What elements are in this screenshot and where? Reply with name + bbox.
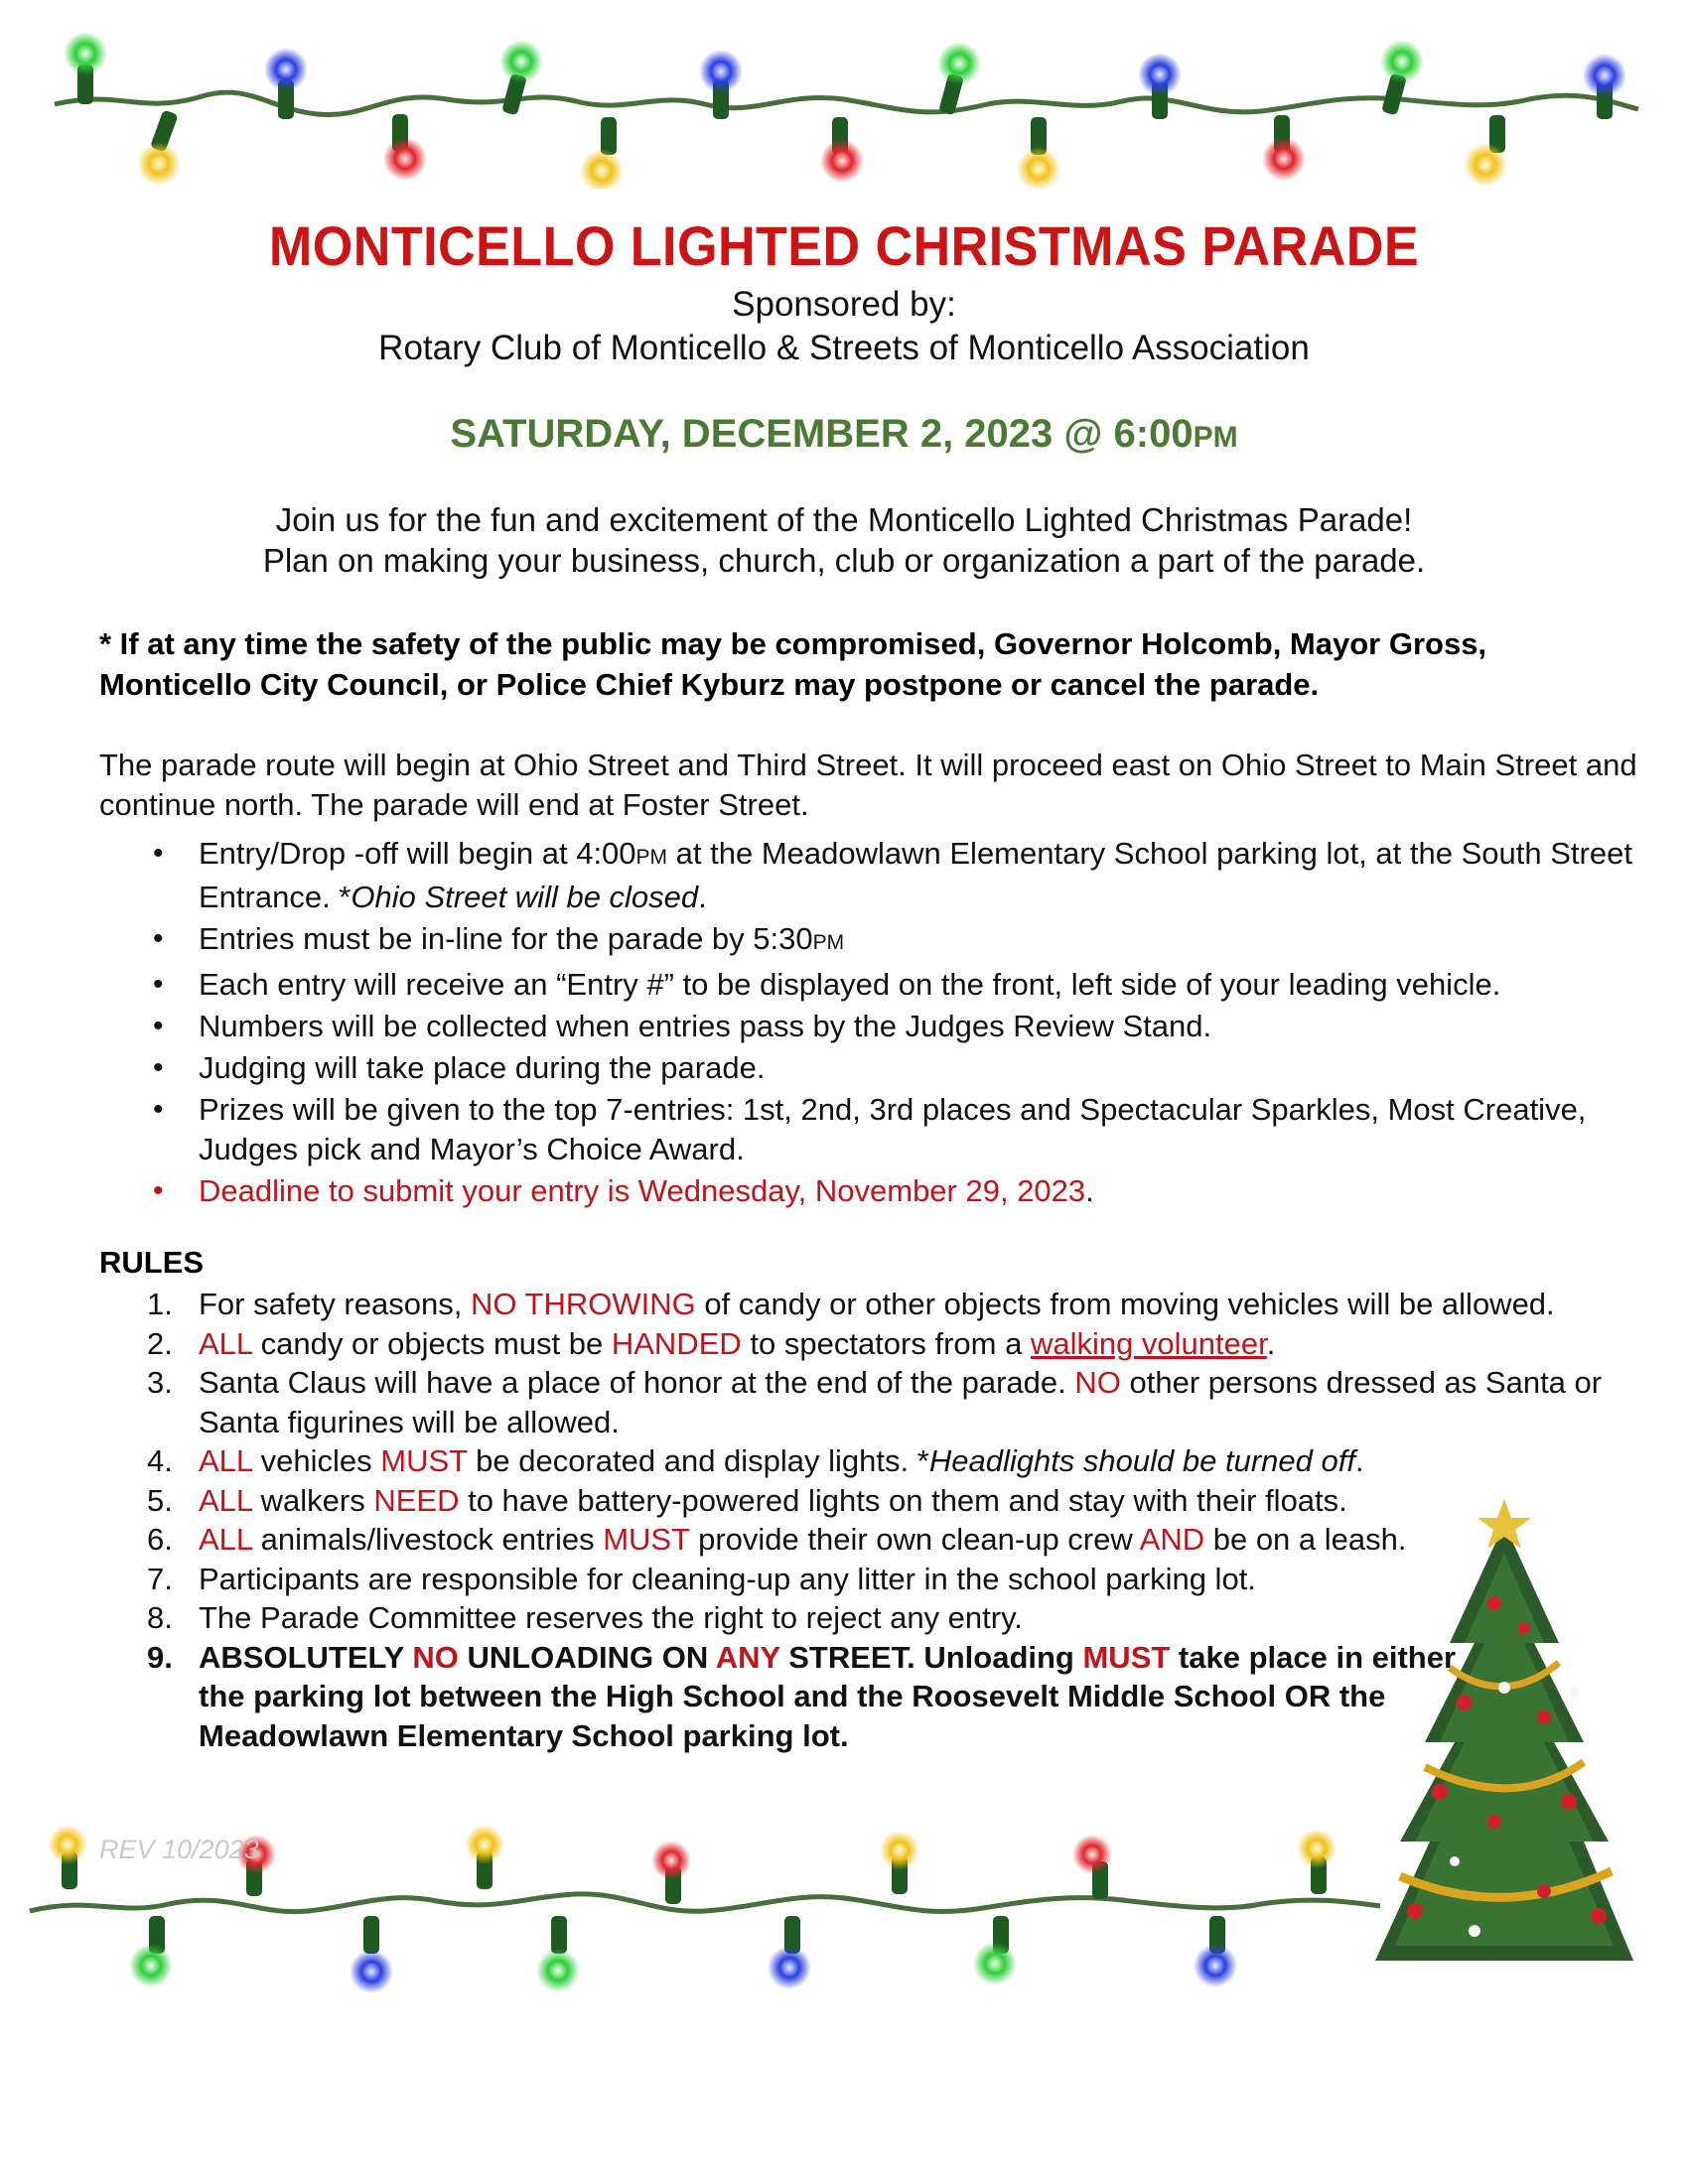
rule-text: .	[1354, 1443, 1364, 1478]
rule-number: 8.	[147, 1600, 173, 1635]
rule-text: walkers	[252, 1482, 374, 1518]
bullet-text: Each entry will receive an “Entry #” to be displayed on the front, left side of your leading vehicle.	[199, 967, 1501, 1002]
list-item	[99, 965, 1648, 1005]
bullet-text-italic: Ohio Street will be closed	[351, 880, 699, 914]
bullet-dot-icon: •	[153, 1010, 164, 1042]
list-item	[99, 1048, 1648, 1088]
bulb-red-icon	[820, 117, 864, 183]
bulb-green-icon	[1380, 40, 1424, 115]
bullet-text: Entry/Drop -off will begin at 4:00	[199, 836, 636, 871]
rule-text: provide their own clean-up crew	[689, 1522, 1140, 1557]
list-item	[99, 1007, 1648, 1046]
bullet-dot-icon: •	[153, 1174, 164, 1207]
rule-emphasis: ALL	[199, 1443, 253, 1478]
rule-emphasis: ALL	[199, 1522, 253, 1557]
rule-emphasis: ALL	[199, 1482, 253, 1518]
bullet-dot-icon: •	[153, 922, 164, 955]
list-item	[99, 919, 1648, 963]
rule-number: 7.	[147, 1561, 173, 1596]
rule-emphasis: NO	[412, 1639, 459, 1675]
rule-text-italic: Headlights should be turned off	[928, 1443, 1355, 1478]
rule-item	[99, 1285, 1628, 1324]
bulb-red-icon	[1072, 1835, 1112, 1899]
rule-text: UNLOADING ON	[458, 1639, 716, 1675]
bulb-yellow-icon	[880, 1831, 919, 1894]
rule-text: .	[1266, 1325, 1276, 1361]
bullet-text: Entries must be in-line for the parade by 5:30	[199, 921, 813, 956]
bulb-blue-icon	[264, 48, 308, 119]
bullet-text: Numbers will be collected when entries pass by the Judges Review Stand.	[199, 1009, 1212, 1043]
rule-emphasis: NO THROWING	[470, 1287, 696, 1321]
sponsor-names: Rotary Club of Monticello & Streets of Monticello Association	[378, 329, 1310, 367]
rule-text: animals/livestock entries	[252, 1522, 604, 1557]
rule-text: Santa Claus will have a place of honor at the end of the parade.	[199, 1365, 1075, 1400]
bulb-green-icon	[536, 1916, 580, 1992]
bullet-text: PM	[635, 846, 668, 869]
rule-text: of candy or other objects from moving vehicles will be allowed.	[695, 1287, 1555, 1321]
list-item	[99, 1090, 1648, 1169]
rule-item	[99, 1441, 1628, 1481]
bulb-blue-icon	[768, 1916, 811, 1989]
bulb-yellow-icon	[465, 1825, 504, 1889]
rule-text: be decorated and display lights. *	[467, 1443, 929, 1478]
bulb-yellow-icon	[580, 117, 624, 189]
revision-note: REV 10/2023	[99, 1835, 259, 1864]
rule-text: to spectators from a	[741, 1325, 1031, 1361]
bullet-text: Judging will take place during the parade.	[199, 1050, 766, 1085]
rule-emphasis: ANY	[715, 1639, 780, 1675]
rule-emphasis: walking volunteer	[1030, 1325, 1267, 1361]
bulb-red-icon	[651, 1841, 691, 1904]
event-date	[0, 412, 1688, 457]
deadline-text: Deadline to submit your entry is Wednesday, November 29, 2023	[199, 1173, 1086, 1208]
rule-text: other persons dressed as Santa or Santa figurines will be allowed.	[199, 1365, 1603, 1439]
bulb-yellow-icon	[1297, 1829, 1336, 1894]
sponsor-label: Sponsored by:	[732, 285, 956, 324]
bulb-yellow-icon	[1017, 117, 1060, 189]
page-title: MONTICELLO LIGHTED CHRISTMAS PARADE	[268, 214, 1420, 277]
list-item	[99, 834, 1648, 917]
bullet-text: Prizes will be given to the top 7-entries: 1st, 2nd, 3rd places and Spectacular Sparkles, Most Creative, Judges pick and Mayor’s Choice Award.	[199, 1092, 1587, 1166]
bulb-green-icon	[937, 42, 981, 115]
bulb-green-icon	[973, 1916, 1017, 1985]
rule-emphasis: MUST	[603, 1522, 690, 1557]
rule-item	[99, 1363, 1628, 1441]
rule-text: ABSOLUTELY	[199, 1639, 413, 1675]
rule-text: Participants are responsible for cleaning-up any litter in the school parking lot.	[199, 1561, 1256, 1596]
rule-text: STREET. Unloading	[779, 1639, 1083, 1675]
rule-item	[99, 1638, 1509, 1756]
rule-number: 6.	[147, 1522, 173, 1557]
bullet-text: .	[1085, 1173, 1094, 1208]
bullet-dot-icon: •	[153, 837, 164, 870]
parade-route: The parade route will begin at Ohio Street and Third Street. It will proceed east on Ohio Street to Main Street and continue north. The parade will end at Foster Street.	[99, 748, 1637, 822]
rule-number: 1.	[147, 1287, 173, 1321]
bulb-green-icon	[499, 40, 543, 115]
bulb-blue-icon	[1583, 54, 1626, 119]
rule-item	[99, 1324, 1628, 1364]
rule-text: candy or objects must be	[252, 1325, 612, 1361]
event-date-suffix: PM	[1193, 421, 1238, 454]
bullet-dot-icon: •	[153, 1093, 164, 1126]
safety-warning: * If at any time the safety of the public may be compromised, Governor Holcomb, Mayor Gross, Monticello City Council, or Police Chief Kyburz may postpone or cancel the parade.	[99, 626, 1487, 702]
rule-text: take place in either the parking lot between the High School and the Roosevelt Middle School OR the Meadowlawn Elementary School parking lot.	[199, 1639, 1457, 1753]
rule-emphasis: NO	[1074, 1365, 1121, 1400]
bullet-text: PM	[812, 931, 845, 954]
intro-line-1: Join us for the fun and excitement of the Monticello Lighted Christmas Parade!	[275, 501, 1413, 538]
info-bullet-list	[99, 834, 1648, 1213]
bulb-red-icon	[383, 114, 427, 181]
rules-heading: RULES	[99, 1245, 205, 1280]
bulb-yellow-icon	[1464, 115, 1507, 187]
rule-emphasis: NEED	[373, 1482, 460, 1518]
bulb-red-icon	[1262, 115, 1306, 181]
rule-text: The Parade Committee reserves the right to reject any entry.	[199, 1600, 1023, 1635]
bulb-blue-icon	[350, 1916, 393, 1993]
rule-text: For safety reasons,	[199, 1287, 471, 1321]
rule-emphasis: MUST	[1082, 1639, 1171, 1675]
bullet-text: .	[698, 880, 707, 914]
bullet-dot-icon: •	[153, 1051, 164, 1084]
rule-emphasis: AND	[1139, 1522, 1205, 1557]
rule-emphasis: HANDED	[611, 1325, 742, 1361]
list-item	[99, 1171, 1648, 1211]
rule-number: 2.	[147, 1325, 173, 1361]
rule-number: 9.	[147, 1639, 173, 1675]
rule-text: be on a leash.	[1204, 1522, 1407, 1557]
rule-text: vehicles	[252, 1443, 381, 1478]
bulb-green-icon	[129, 1916, 173, 1987]
rule-number: 3.	[147, 1365, 173, 1400]
bullet-dot-icon: •	[153, 968, 164, 1001]
bulb-blue-icon	[1194, 1916, 1237, 1987]
bulb-blue-icon	[1138, 53, 1182, 119]
rule-number: 4.	[147, 1443, 173, 1478]
rule-emphasis: ALL	[199, 1325, 253, 1361]
christmas-lights-top	[0, 20, 1688, 189]
event-date-main: SATURDAY, DECEMBER 2, 2023 @ 6:00	[450, 412, 1194, 456]
bulb-yellow-icon	[137, 109, 181, 186]
intro-line-2: Plan on making your business, church, club or organization a part of the parade.	[262, 542, 1426, 579]
rule-emphasis: MUST	[380, 1443, 468, 1478]
bulb-green-icon	[64, 32, 107, 104]
rule-text: to have battery-powered lights on them and stay with their floats.	[459, 1482, 1347, 1518]
bullet-text: at the Meadowlawn Elementary School parking lot, at the South Street Entrance. *	[199, 836, 1632, 914]
rule-number: 5.	[147, 1482, 173, 1518]
bulb-yellow-icon	[48, 1825, 87, 1889]
